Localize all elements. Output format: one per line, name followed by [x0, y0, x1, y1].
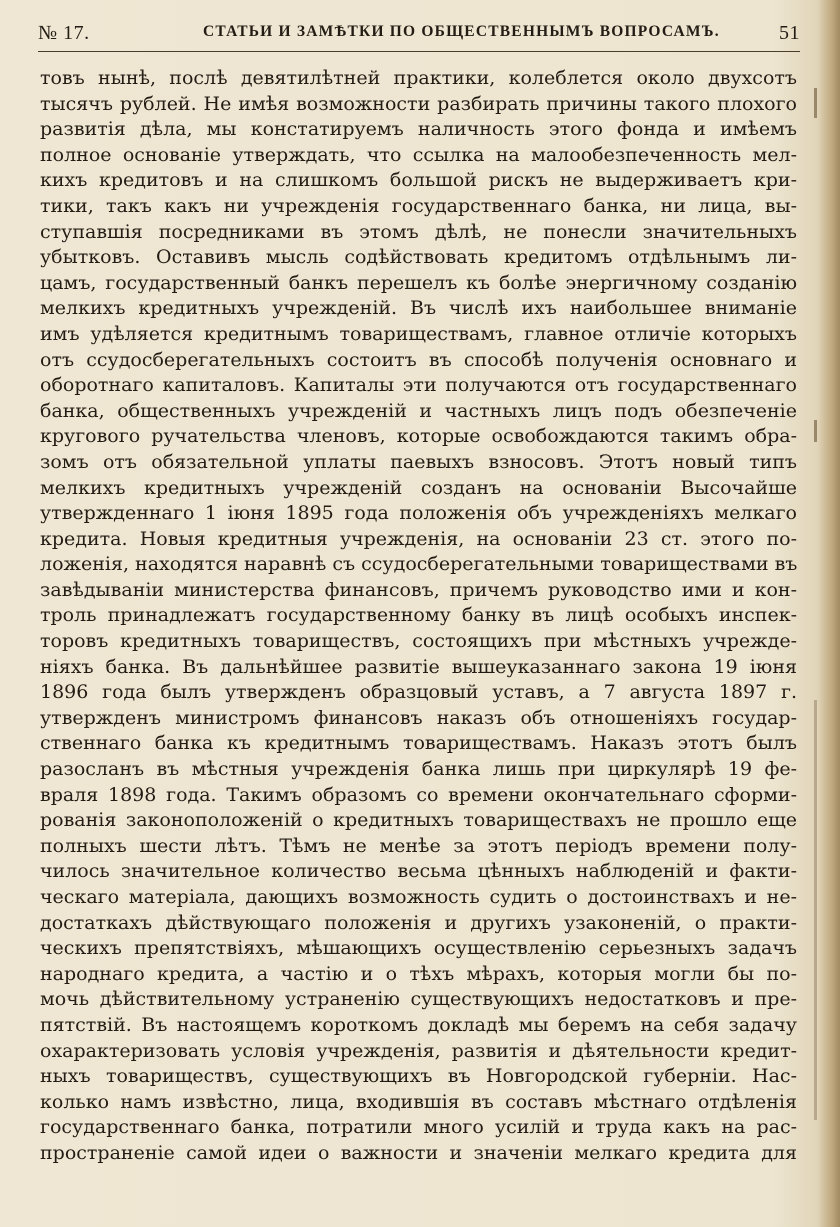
- running-header: [38, 18, 800, 48]
- text-line: народнаго кредита, а частію и о тѣхъ мѣрахъ, которыя могли бы по-: [40, 962, 797, 985]
- page-number: 51: [779, 22, 800, 44]
- body-text: [40, 66, 797, 1167]
- text-line: тысячъ рублей. Не имѣя возможности разбирать причины такого плохого: [40, 92, 797, 115]
- text-line: кредита. Новыя кредитныя учрежденія, на основаніи 23 ст. этого по-: [40, 527, 797, 550]
- text-line: 1896 года былъ утвержденъ образцовый уставъ, а 7 августа 1897 г.: [40, 681, 797, 704]
- text-line: товъ нынѣ, послѣ девятилѣтней практики, колеблется около двухсотъ: [40, 67, 797, 89]
- text-line: оборотнаго капиталовъ. Капиталы эти получаются отъ государственнаго: [40, 374, 797, 397]
- text-line: ніяхъ банка. Въ дальнѣйшее развитіе вышеуказаннаго закона 19 іюня: [40, 655, 797, 678]
- text-line: ныхъ товариществъ, существующихъ въ Новгородской губерніи. Нас-: [40, 1065, 797, 1088]
- text-line: достаткахъ дѣйствующаго положенія и другихъ узаконеній, о практи-: [40, 911, 797, 934]
- text-line: полное основаніе утверждать, что ссылка на малообезпеченность мел-: [40, 143, 797, 166]
- text-line: колько намъ извѣстно, лица, входившія въ составъ мѣстнаго отдѣленія: [40, 1090, 797, 1113]
- text-line: враля 1898 года. Такимъ образомъ со времени окончательнаго сформи-: [40, 783, 797, 806]
- text-line: ческаго матеріала, дающихъ возможность судить о достоинствахъ и не-: [40, 886, 797, 908]
- text-line: утвержденнаго 1 іюня 1895 года положенія объ учрежденіяхъ мелкаго: [40, 502, 797, 525]
- issue-number: № 17.: [38, 22, 90, 44]
- text-line: чилось значительное количество весьма цѣнныхъ наблюденій и факти-: [40, 860, 797, 883]
- text-line: зомъ отъ обязательной уплаты паевыхъ взносовъ. Этотъ новый типъ: [40, 450, 797, 473]
- text-line: имъ удѣляется кредитнымъ товариществамъ, главное отличіе которыхъ: [40, 322, 797, 345]
- text-line: торовъ кредитныхъ товариществъ, состоящихъ при мѣстныхъ учрежде-: [40, 630, 797, 653]
- text-line: охарактеризовать условія учрежденія, развитія и дѣятельности кредит-: [40, 1039, 797, 1062]
- text-line: ступавшія посредниками въ этомъ дѣлѣ, не понесли значительныхъ: [40, 220, 797, 243]
- section-title: СТАТЬИ И ЗАМѢТКИ ПО ОБЩЕСТВЕННЫМЪ ВОПРОСАМЪ.: [203, 23, 720, 40]
- text-line: разосланъ въ мѣстныя учрежденія банка лишь при циркулярѣ 19 фе-: [40, 758, 797, 781]
- text-line: мелкихъ кредитныхъ учрежденій созданъ на основаніи Высочайше: [40, 476, 797, 499]
- text-line: мочь дѣйствительному устраненію существующихъ недостатковъ и пре-: [40, 988, 797, 1011]
- margin-mark: [814, 420, 817, 442]
- text-line: убытковъ. Оставивъ мысль содѣйствовать кредитомъ отдѣльнымъ ли-: [40, 246, 797, 269]
- text-line: развитія дѣла, мы констатируемъ наличность этого фонда и имѣемъ: [40, 118, 797, 141]
- header-rule: [38, 51, 800, 52]
- margin-mark: [814, 88, 817, 118]
- text-line: ложенія, находятся наравнѣ съ ссудосберегательными товариществами въ: [40, 553, 797, 576]
- text-line: утвержденъ министромъ финансовъ наказъ объ отношеніяхъ государ-: [40, 706, 797, 729]
- text-line: кихъ кредитовъ и на слишкомъ большой рискъ не выдерживаетъ кри-: [40, 169, 797, 192]
- text-line: государственнаго банка, потратили много усилій и труда какъ на рас-: [40, 1116, 797, 1139]
- text-line: пространеніе самой идеи о важности и значеніи мелкаго кредита для: [40, 1141, 797, 1164]
- text-line: ческихъ препятствіяхъ, мѣшающихъ осуществленію серьезныхъ задачъ: [40, 937, 797, 960]
- text-line: мелкихъ кредитныхъ учрежденій. Въ числѣ ихъ наибольшее вниманіе: [40, 297, 797, 320]
- text-line: отъ ссудосберегательныхъ состоитъ въ способѣ полученія основнаго и: [40, 348, 797, 371]
- text-line: тики, такъ какъ ни учрежденія государственнаго банка, ни лица, вы-: [40, 194, 797, 217]
- text-line: цамъ, государственный банкъ перешелъ къ болѣе энергичному созданію: [40, 271, 797, 294]
- text-line: троль принадлежатъ государственному банку въ лицѣ особыхъ инспек-: [40, 604, 797, 627]
- text-line: пятствій. Въ настоящемъ короткомъ докладѣ мы беремъ на себя задачу: [40, 1013, 797, 1036]
- text-line: кругового ручательства членовъ, которые освобождаются такимъ обра-: [40, 425, 797, 448]
- text-line: банка, общественныхъ учрежденій и частныхъ лицъ подъ обезпеченіе: [40, 399, 797, 422]
- page-edge-shadow: [818, 0, 840, 1227]
- text-line: ственнаго банка къ кредитнымъ товариществамъ. Наказъ этотъ былъ: [40, 732, 797, 755]
- text-line: завѣдываніи министерства финансовъ, причемъ руководство ими и кон-: [40, 578, 797, 601]
- text-line: рованія законоположеній о кредитныхъ товариществахъ не прошло еще: [40, 809, 797, 832]
- margin-mark: [814, 700, 817, 1120]
- text-line: полныхъ шести лѣтъ. Тѣмъ не менѣе за этотъ періодъ времени полу-: [40, 834, 797, 857]
